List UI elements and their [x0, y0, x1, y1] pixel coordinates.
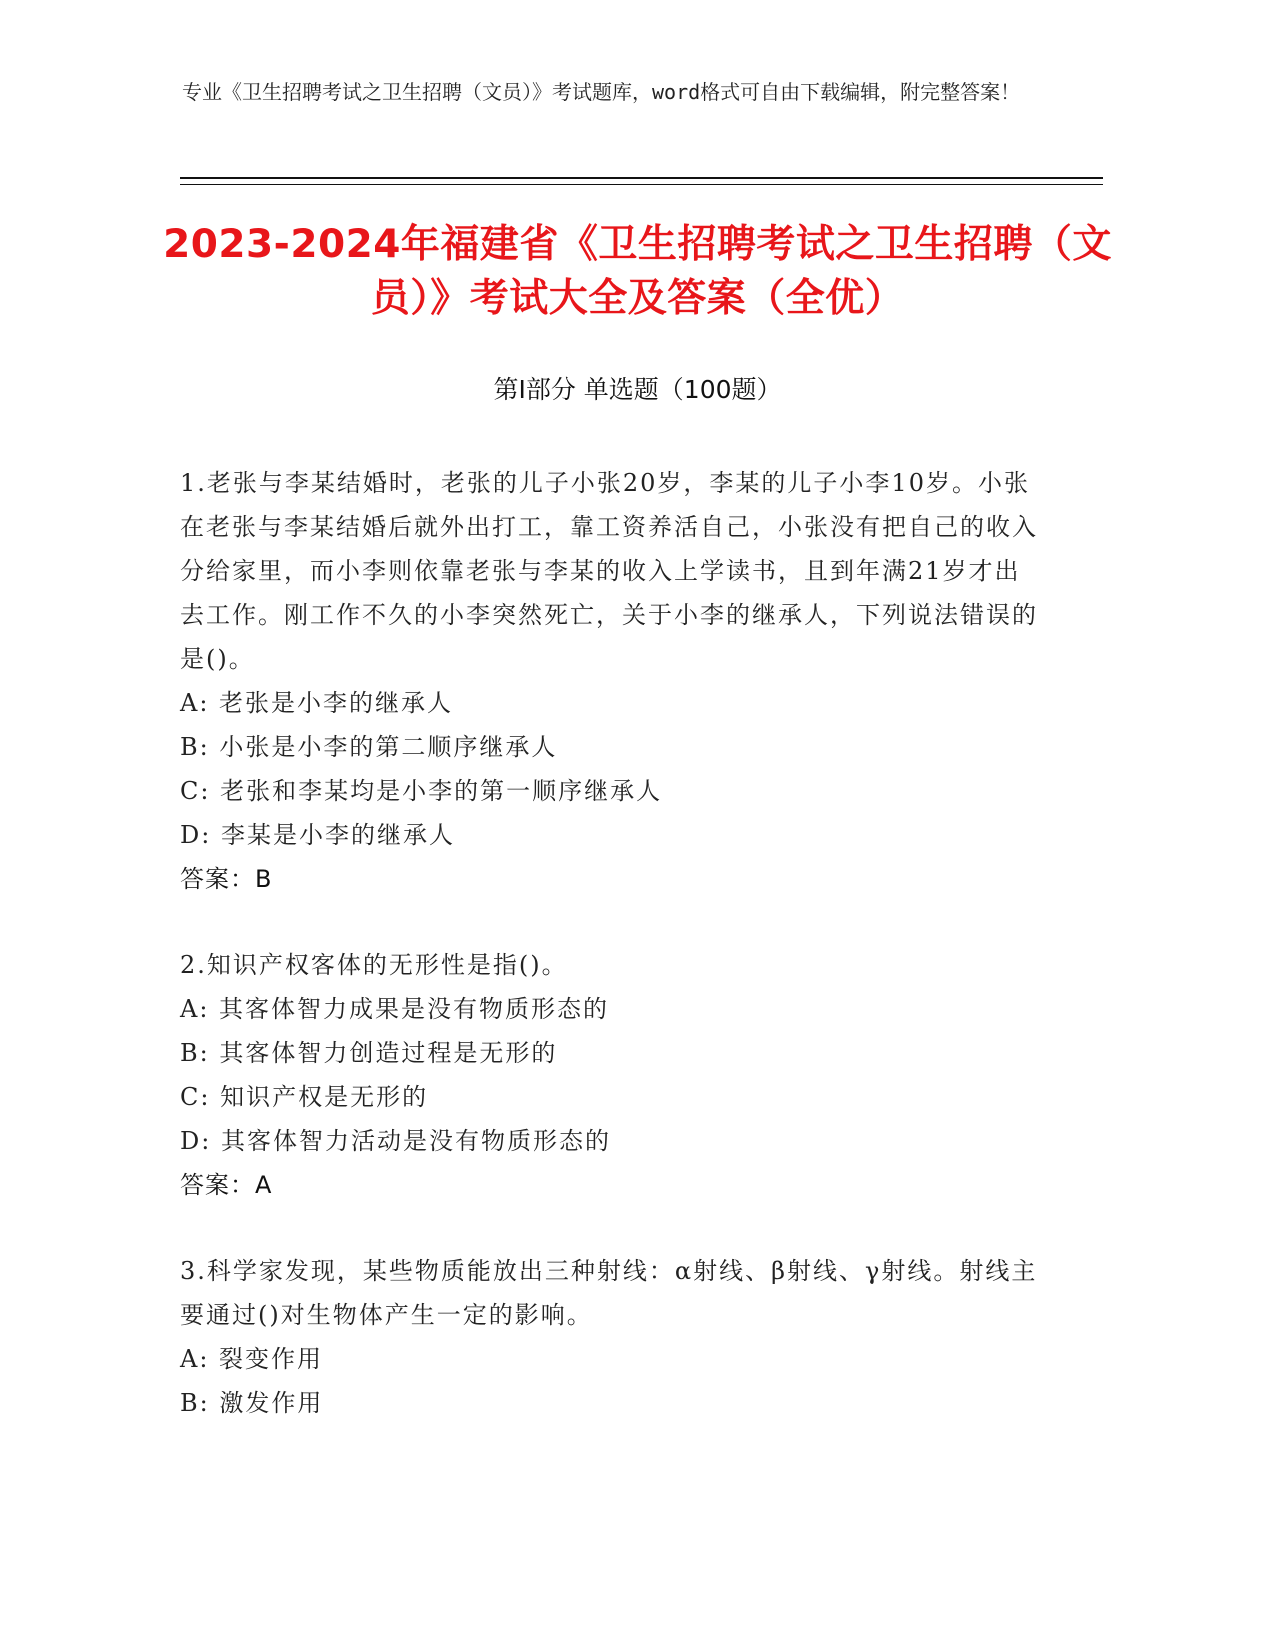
- question-stem: 2.知识产权客体的无形性是指()。: [180, 951, 568, 979]
- option-a: A: 裂变作用: [180, 1345, 324, 1373]
- option-d: D: 其客体智力活动是没有物质形态的: [180, 1127, 611, 1155]
- option-c: C: 知识产权是无形的: [180, 1083, 429, 1111]
- question-stem: 1.老张与李某结婚时，老张的儿子小张20岁，李某的儿子小李10岁。小张在老张与李某结婚后就外出打工，靠工资养活自己，小张没有把自己的收入分给家里，而小李则依靠老张与李某的收入上学读书，且到年满21岁才出去工作。刚工作不久的小李突然死亡，关于小李的继承人，下列说法错误的是()。: [180, 469, 1038, 673]
- question-stem: 3.科学家发现，某些物质能放出三种射线：α射线、β射线、γ射线。射线主要通过()对生物体产生一定的影响。: [180, 1257, 1038, 1329]
- option-b: B: 其客体智力创造过程是无形的: [180, 1039, 558, 1067]
- question-spacer: [180, 1207, 1040, 1249]
- answer: 答案：A: [180, 1171, 273, 1199]
- document-title: 2023-2024年福建省《卫生招聘考试之卫生招聘（文员）》考试大全及答案（全优）: [163, 222, 1112, 321]
- question-2: [180, 943, 1040, 1207]
- option-d: D: 李某是小李的继承人: [180, 821, 455, 849]
- option-a: A: 其客体智力成果是没有物质形态的: [180, 995, 610, 1023]
- option-a: A: 老张是小李的继承人: [180, 689, 454, 717]
- option-b: B: 激发作用: [180, 1389, 324, 1417]
- header-rule-thick: [180, 177, 1103, 179]
- question-list: [180, 461, 1040, 1425]
- header-rule-thin: [180, 184, 1103, 185]
- question-1: [180, 461, 1040, 901]
- option-c: C: 老张和李某均是小李的第一顺序继承人: [180, 777, 663, 805]
- option-b: B: 小张是小李的第二顺序继承人: [180, 733, 558, 761]
- question-3: [180, 1249, 1040, 1425]
- answer: 答案：B: [180, 865, 273, 893]
- question-spacer: [180, 901, 1040, 943]
- section-title: 第Ⅰ部分 单选题（100题）: [493, 375, 782, 404]
- header-note: 专业《卫生招聘考试之卫生招聘（文员）》考试题库，word格式可自由下载编辑，附完整答案！: [182, 80, 1021, 104]
